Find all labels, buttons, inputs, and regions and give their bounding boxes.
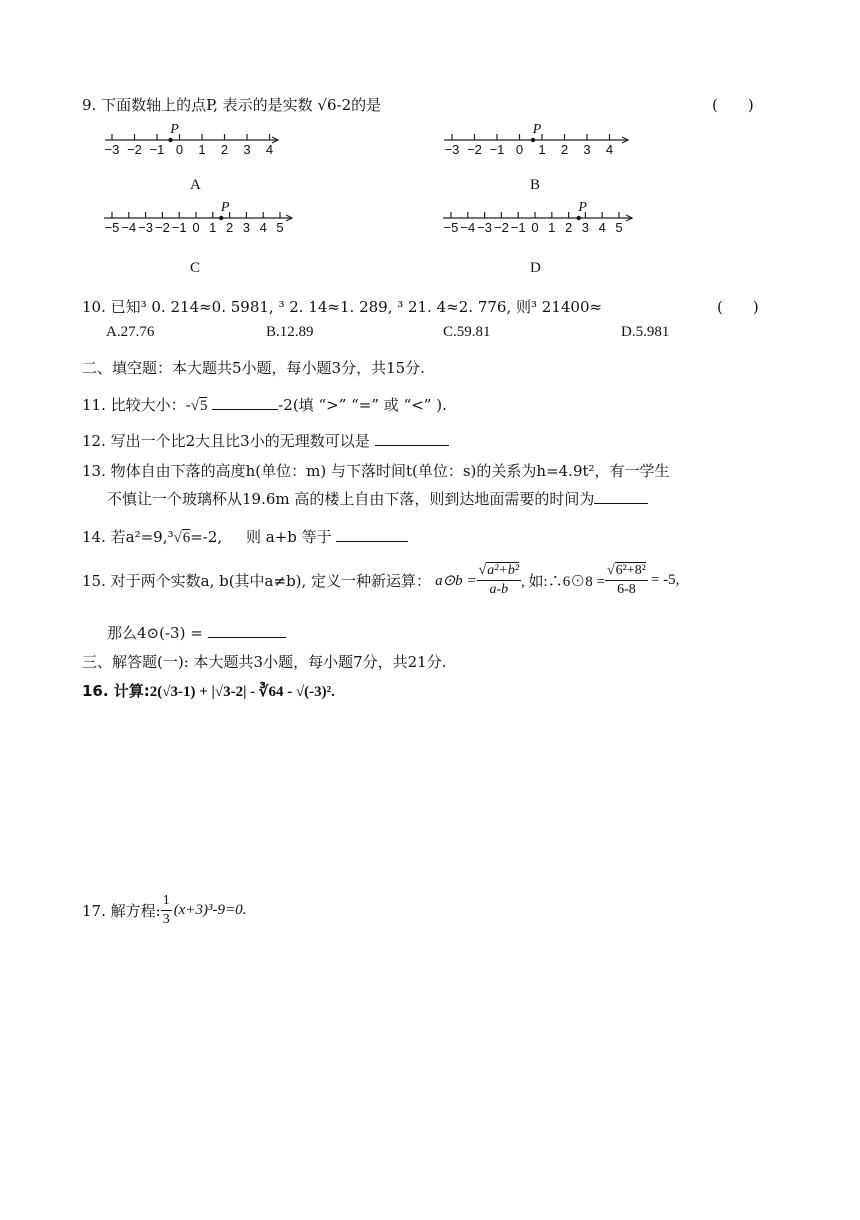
sqrt-symbol: √ <box>190 398 199 414</box>
point-p-label: P <box>532 122 542 137</box>
sqrt-symbol: √ <box>173 530 182 546</box>
point-p-marker <box>219 216 223 220</box>
q15-line2 <box>107 622 286 643</box>
q16-expression: 2(√3-1) + |√3-2| - ∛64 - √(-3)². <box>149 684 335 700</box>
q12-blank[interactable] <box>375 431 449 446</box>
q10-option-d: D.5.981 <box>621 324 670 340</box>
number-line-tick-label: −1 <box>149 142 165 157</box>
number-line-tick-label: −1 <box>510 220 526 235</box>
q16 <box>82 680 335 701</box>
number-line-tick-label: 0 <box>531 220 539 235</box>
number-line-tick-label: 3 <box>242 220 251 235</box>
point-p-label: P <box>170 122 179 137</box>
number-line-tick-label: 4 <box>259 220 267 235</box>
number-line-tick-label: −5 <box>443 220 459 235</box>
number-line-tick-label: 2 <box>560 142 569 157</box>
q14-blank[interactable] <box>336 527 408 542</box>
q11-suffix: -2(填 “>” “=” 或 “<” ). <box>278 396 447 414</box>
q17 <box>82 888 246 932</box>
q15-example-fraction <box>605 562 648 599</box>
q10-option-a: A.27.76 <box>106 324 155 340</box>
number-line-tick-label: 1 <box>538 142 546 157</box>
section-3-heading: 三、解答题(一): 本大题共3小题，每小题7分，共21分. <box>82 653 447 671</box>
q15-prefix: 15. 对于两个实数a, b(其中a≠b), 定义一种新运算： <box>82 571 432 590</box>
q15-op: a⊙b = <box>435 572 477 589</box>
number-line-tick-label: 3 <box>583 142 591 157</box>
number-line-tick-label: −2 <box>467 142 482 157</box>
q14-mid: =-2, <box>190 528 223 546</box>
q15-def-numerator: a²+b² <box>487 562 520 578</box>
number-line-tick-label: 4 <box>265 142 274 157</box>
number-line-tick-label: 3 <box>581 220 590 235</box>
q9-option-b-label: B <box>530 177 541 193</box>
q12 <box>82 430 449 451</box>
q9-number-lines <box>0 0 860 280</box>
q16-prefix: 16. 计算: <box>82 682 150 700</box>
q15-ex-denominator: 6-8 <box>617 581 636 597</box>
q15-ex-numerator: 6²+8² <box>615 562 646 578</box>
number-line-tick-label: −2 <box>127 142 142 157</box>
number-line-tick-label: −5 <box>104 220 120 235</box>
q17-prefix: 17. 解方程: <box>82 901 161 920</box>
q10-option-c: C.59.81 <box>443 324 491 340</box>
q9-option-c-label: C <box>190 260 201 276</box>
number-line-tick-label: −4 <box>121 220 137 235</box>
q9-answer-paren: ( ) <box>712 96 754 114</box>
q14-radicand: 6 <box>182 530 191 546</box>
number-line-tick-label: 3 <box>243 142 251 157</box>
number-line-tick-label: −1 <box>489 142 505 157</box>
point-p-marker <box>576 216 580 220</box>
q15-definition-fraction <box>477 562 522 599</box>
point-p-label: P <box>578 200 587 215</box>
point-p-marker <box>168 138 172 142</box>
point-p-label: P <box>220 200 230 215</box>
q13-line2 <box>107 488 648 509</box>
number-line-tick-label: −3 <box>477 220 493 235</box>
q15-example-result: = -5, <box>650 571 680 588</box>
number-line-tick-label: −2 <box>493 220 509 235</box>
q10-answer-paren: ( ) <box>717 298 759 316</box>
q9-stem: 9. 下面数轴上的点P, 表示的是实数 √6-2的是 <box>82 96 382 114</box>
number-line-tick-label: −4 <box>460 220 476 235</box>
number-line-tick-label: 2 <box>220 142 229 157</box>
number-line-tick-label: 4 <box>605 142 614 157</box>
q11 <box>82 394 447 415</box>
q9-option-a-label: A <box>190 177 201 193</box>
number-line-tick-label: 0 <box>515 142 524 157</box>
q15-blank[interactable] <box>208 623 286 638</box>
q11-prefix: 11. 比较大小：- <box>82 396 191 414</box>
q15-example-prefix: , 如:∴6⊙8 = <box>521 573 605 590</box>
number-line-tick-label: −1 <box>171 220 187 235</box>
q17-numerator: 1 <box>161 892 172 911</box>
q14 <box>82 526 408 547</box>
q15-def-denominator: a-b <box>489 581 509 597</box>
q15-line2-text: 那么4⊙(-3) = <box>107 624 203 642</box>
number-line-tick-label: 0 <box>175 142 184 157</box>
point-p-marker <box>531 138 535 142</box>
number-line-tick-label: −2 <box>154 220 170 235</box>
number-line-tick-label: −3 <box>138 220 154 235</box>
q13-line2-text: 不慎让一个玻璃杯从19.6m 高的楼上自由下落，则到达地面需要的时间为 <box>107 490 595 508</box>
number-line-tick-label: 1 <box>209 220 217 235</box>
sqrt-symbol: √ <box>606 562 615 578</box>
number-line-tick-label: 2 <box>225 220 234 235</box>
q10-stem: 10. 已知³ 0. 214≈0. 5981, ³ 2. 14≈1. 289, ³ 21. 4≈2. 776, 则³ 21400≈ <box>82 298 603 316</box>
number-line-tick-label: −3 <box>104 142 120 157</box>
section-2-heading: 二、填空题：本大题共5小题，每小题3分，共15分. <box>82 359 425 377</box>
number-line-tick-label: −3 <box>444 142 460 157</box>
number-line-tick-label: 2 <box>564 220 573 235</box>
number-line-tick-label: 5 <box>615 220 623 235</box>
number-line-tick-label: 1 <box>198 142 206 157</box>
q17-denominator: 3 <box>162 911 170 927</box>
q13-line1: 13. 物体自由下落的高度h(单位：m) 与下落时间t(单位：s)的关系为h=4.9t²，有一学生 <box>82 462 670 480</box>
q11-radicand: 5 <box>199 398 208 414</box>
q9-option-d-label: D <box>530 260 541 276</box>
q12-text: 12. 写出一个比2大且比3小的无理数可以是 <box>82 432 370 450</box>
q11-blank[interactable] <box>212 395 278 410</box>
q17-fraction <box>161 892 172 929</box>
number-line-tick-label: 4 <box>598 220 606 235</box>
q10-option-b: B.12.89 <box>266 324 314 340</box>
q13-blank[interactable] <box>594 489 648 504</box>
number-line-tick-label: 5 <box>276 220 284 235</box>
q17-expression: (x+3)³-9=0. <box>173 901 247 918</box>
number-line-tick-label: 1 <box>548 220 556 235</box>
sqrt-symbol: √ <box>478 562 487 578</box>
q14-suffix: 则 a+b 等于 <box>246 528 332 546</box>
q14-prefix: 14. 若a²=9,³ <box>82 528 174 546</box>
number-line-tick-label: 0 <box>192 220 200 235</box>
q15-line1 <box>82 556 679 604</box>
